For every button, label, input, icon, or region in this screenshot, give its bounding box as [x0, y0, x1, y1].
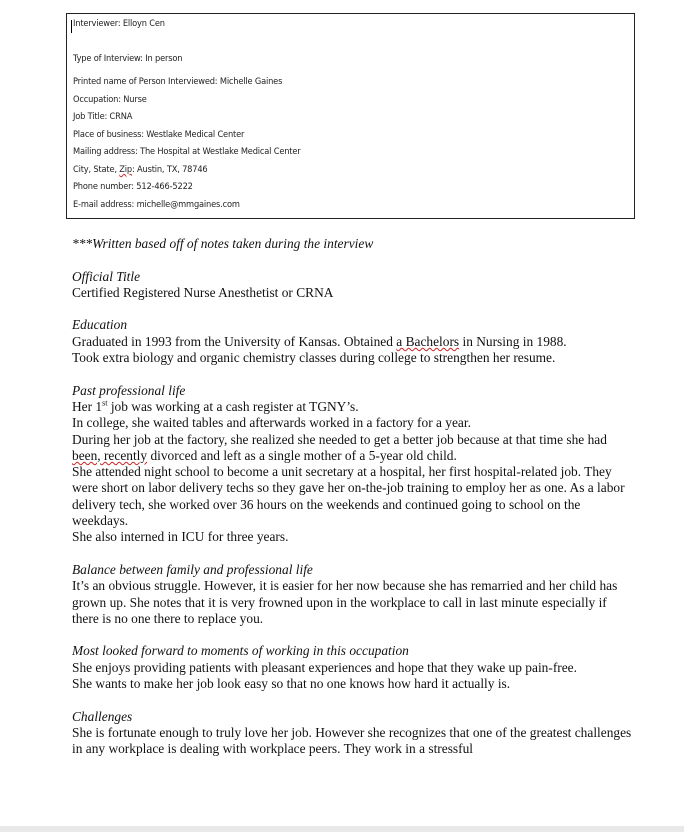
past-life-line-1 [72, 399, 632, 415]
mailing-address-line: Mailing address: The Hospital at Westlake Medical Center [73, 147, 301, 157]
education-line-1 [72, 334, 632, 350]
phone-line: Phone number: 512-466-5222 [73, 182, 193, 192]
occupation-line: Occupation: Nurse [73, 95, 147, 105]
city-label: City, State, [73, 165, 120, 175]
past-life-line-3 [72, 432, 632, 465]
moments-line-1: She enjoys providing patients with pleasant experiences and hope that they wake up pain-free. [72, 659, 577, 675]
person-name-line: Printed name of Person Interviewed: Michelle Gaines [73, 77, 283, 87]
balance-text: It’s an obvious struggle. However, it is easier for her now because she has remarried and her child has grown up. She notes that it is very frowned upon in the workplace to call in last minute especially if there is no one there to replace you. [72, 578, 618, 626]
past-life-heading: Past professional life [72, 382, 186, 398]
past-life-text-c: During her job at the factory, she realized she needed to get a better job because at that time she had [72, 431, 607, 447]
interview-type-line: Type of Interview: In person [73, 54, 183, 64]
zip-word-misspelled: Zip [119, 165, 132, 175]
page-bottom-edge [0, 826, 684, 832]
past-life-text-d: divorced and left as a single mother of a 5-year old child. [147, 447, 457, 463]
interviewer-line: Interviewer: Elloyn Cen [73, 19, 165, 29]
challenges-text: She is fortunate enough to truly love her job. However she recognizes that one of the greatest challenges in any workplace is dealing with workplace peers. They work in a stressful [72, 724, 632, 757]
official-title-heading: Official Title [72, 268, 141, 284]
challenges-heading: Challenges [72, 708, 133, 724]
education-heading: Education [72, 317, 128, 333]
city-state-zip-line [73, 165, 208, 175]
past-life-text-b: job was working at a cash register at TGNY’s. [107, 398, 359, 414]
past-life-line-5: She also interned in ICU for three years. [72, 529, 289, 545]
education-text-a: Graduated in 1993 from the University of Kansas. Obtained [72, 333, 397, 349]
city-value: : Austin, TX, 78746 [131, 165, 208, 175]
interview-note: ***Written based off of notes taken during the interview [72, 236, 374, 251]
education-line-2: Took extra biology and organic chemistry classes during college to strengthen her resume. [72, 350, 556, 366]
email-line: E-mail address: michelle@mmgaines.com [73, 200, 240, 210]
education-grammar-flag: a Bachelors [396, 333, 460, 349]
ordinal-superscript: st [102, 398, 108, 408]
past-life-text-a: Her 1 [72, 398, 103, 414]
education-text-b: in Nursing in 1988. [459, 333, 567, 349]
text-cursor [71, 20, 72, 33]
past-life-grammar-flag: been, recently [72, 447, 148, 463]
balance-heading: Balance between family and professional life [72, 561, 313, 577]
place-of-business-line: Place of business: Westlake Medical Center [73, 130, 245, 140]
document-body [72, 236, 632, 758]
interview-info-box [66, 13, 635, 219]
moments-heading: Most looked forward to moments of working in this occupation [72, 643, 409, 659]
past-life-line-4: She attended night school to become a unit secretary at a hospital, her first hospital-related job. They were short on labor delivery techs so they gave her on-the-job training to employ her as one. As a labor delivery tech, she worked over 36 hours on the weekends and continued going to school on the weekdays. [72, 464, 625, 529]
past-life-line-2: In college, she waited tables and afterwards worked in a factory for a year. [72, 415, 471, 431]
moments-line-2: She wants to make her job look easy so that no one knows how hard it actually is. [72, 676, 511, 692]
job-title-line: Job Title: CRNA [73, 112, 133, 122]
official-title-text: Certified Registered Nurse Anesthetist or CRNA [72, 284, 334, 300]
